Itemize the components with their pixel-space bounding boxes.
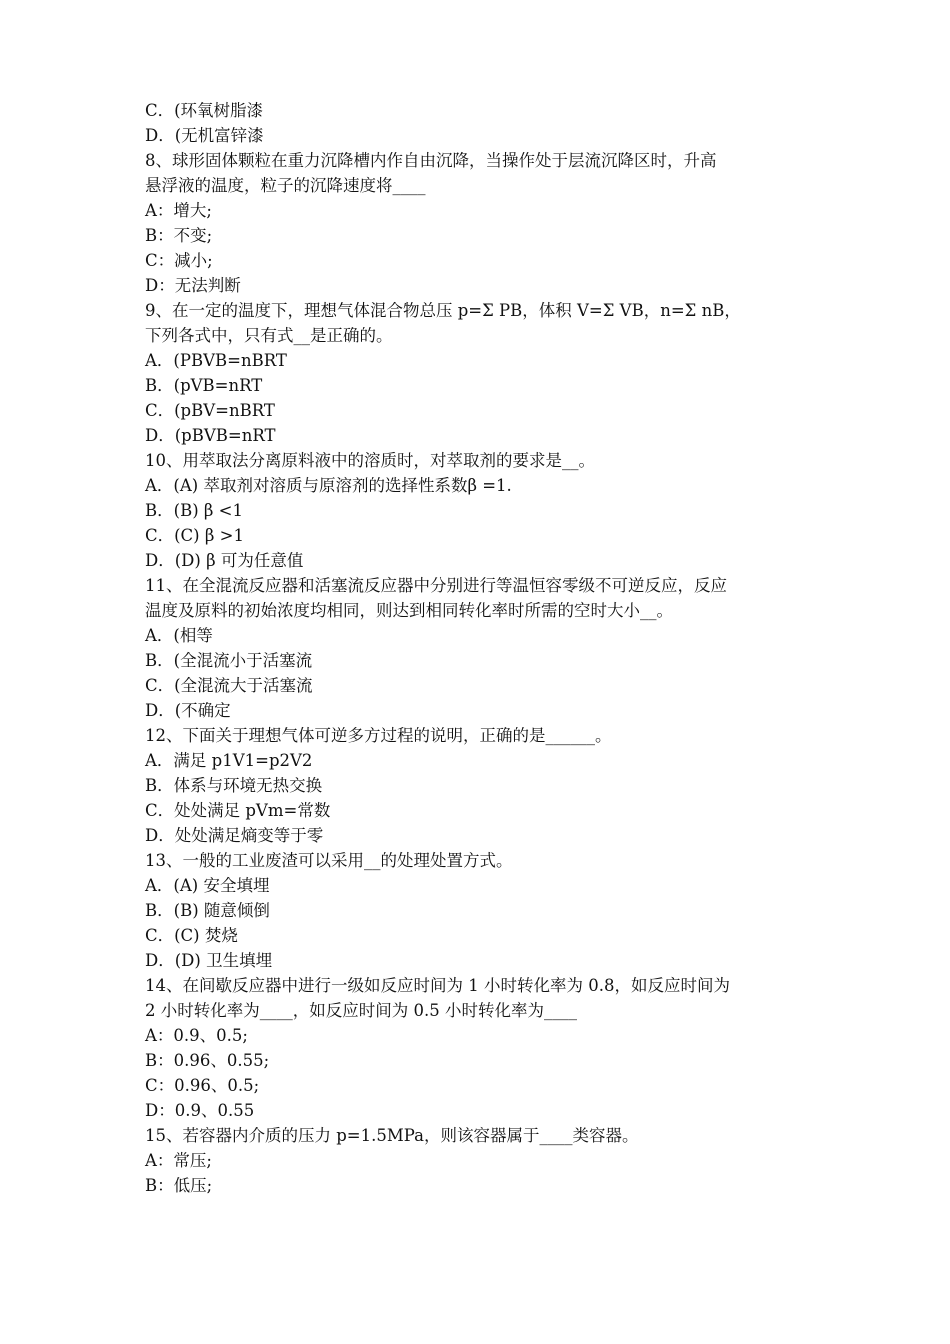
option-line: D．(D) 卫生填埋 (145, 951, 273, 970)
question-15-text: 15、若容器内介质的压力 p=1.5MPa，则该容器属于____类容器。 (145, 1126, 639, 1145)
text-line: C．(环氧树脂漆 (145, 101, 264, 120)
question-8-text: 8、球形固体颗粒在重力沉降槽内作自由沉降，当操作处于层流沉降区时，升高 (145, 151, 717, 170)
option-line: A：增大; (145, 201, 212, 220)
document-body (145, 98, 815, 1198)
option-line: C．(C) β >1 (145, 526, 244, 545)
question-12-text: 12、下面关于理想气体可逆多方过程的说明，正确的是______。 (145, 726, 612, 745)
option-line: D．(不确定 (145, 701, 231, 720)
option-line: B．(全混流小于活塞流 (145, 651, 313, 670)
option-line: B：0.96、0.55; (145, 1051, 270, 1070)
option-line: D．处处满足熵变等于零 (145, 826, 324, 845)
question-10-text: 10、用萃取法分离原料液中的溶质时，对萃取剂的要求是__。 (145, 451, 595, 470)
option-line: A．(A) 萃取剂对溶质与原溶剂的选择性系数β =1. (145, 476, 512, 495)
text-line: D．(无机富锌漆 (145, 126, 264, 145)
question-14-text: 14、在间歇反应器中进行一级如反应时间为 1 小时转化率为 0.8，如反应时间为 (145, 976, 730, 995)
option-line: B．(B) β <1 (145, 501, 243, 520)
option-line: A：0.9、0.5; (145, 1026, 248, 1045)
question-11-text: 11、在全混流反应器和活塞流反应器中分别进行等温恒容零级不可逆反应，反应 (145, 576, 727, 595)
option-line: C：0.96、0.5; (145, 1076, 260, 1095)
option-line: B．(pVB=nRT (145, 376, 263, 395)
option-line: C．处处满足 pVm=常数 (145, 801, 331, 820)
option-line: B：低压; (145, 1176, 213, 1195)
option-line: C．(pBV=nBRT (145, 401, 275, 420)
option-line: A．(A) 安全填埋 (145, 876, 270, 895)
text-line: 悬浮液的温度，粒子的沉降速度将____ (145, 176, 426, 195)
option-line: A．满足 p1V1=p2V2 (145, 751, 313, 770)
option-line: C：减小; (145, 251, 213, 270)
option-line: D．(pBVB=nRT (145, 426, 276, 445)
question-9-text: 9、在一定的温度下，理想气体混合物总压 p=Σ PB，体积 V=Σ VB，n=Σ nB， (145, 301, 741, 320)
option-line: B：不变; (145, 226, 213, 245)
option-line: B．体系与环境无热交换 (145, 776, 323, 795)
option-line: A．(PBVB=nBRT (145, 351, 287, 370)
option-line: D：无法判断 (145, 276, 241, 295)
option-line: D．(D) β 可为任意值 (145, 551, 304, 570)
option-line: A：常压; (145, 1151, 212, 1170)
question-13-text: 13、一般的工业废渣可以采用__的处理处置方式。 (145, 851, 513, 870)
option-line: B．(B) 随意倾倒 (145, 901, 270, 920)
option-line: A．(相等 (145, 626, 213, 645)
option-line: C．(C) 焚烧 (145, 926, 238, 945)
text-line: 2 小时转化率为____，如反应时间为 0.5 小时转化率为____ (145, 1001, 577, 1020)
text-line: 温度及原料的初始浓度均相同，则达到相同转化率时所需的空时大小__。 (145, 601, 673, 620)
option-line: D：0.9、0.55 (145, 1101, 255, 1120)
option-line: C．(全混流大于活塞流 (145, 676, 313, 695)
text-line: 下列各式中，只有式__是正确的。 (145, 326, 393, 345)
